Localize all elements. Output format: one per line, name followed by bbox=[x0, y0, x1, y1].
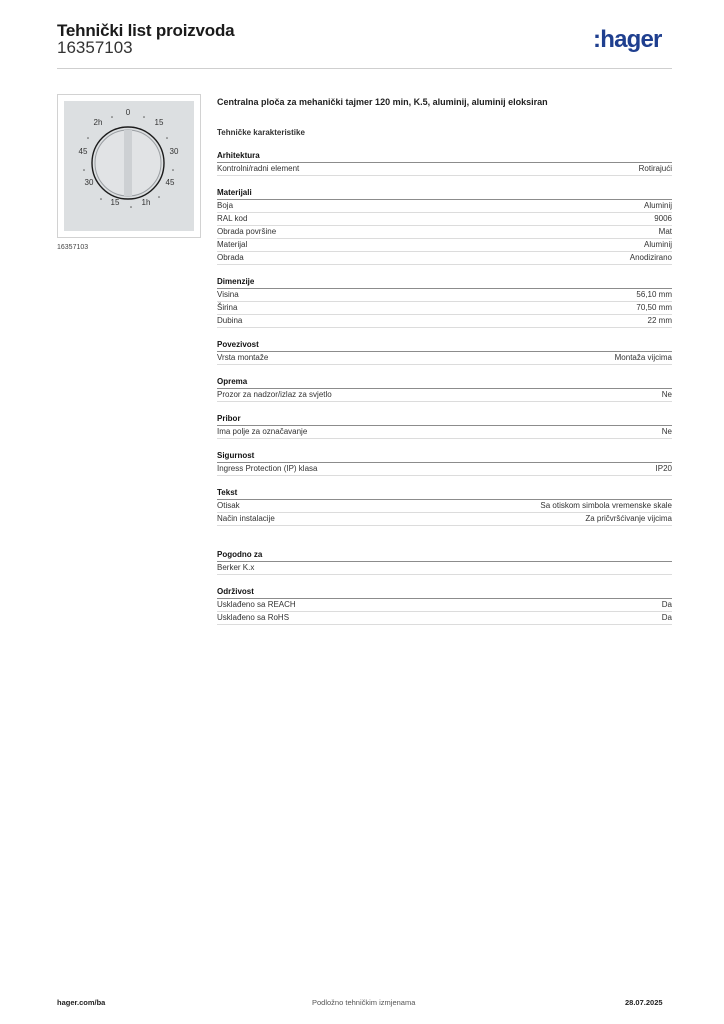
spec-value: Za pričvršćivanje vijcima bbox=[585, 514, 672, 523]
brand-logo[interactable] bbox=[593, 26, 662, 54]
spec-row bbox=[217, 200, 672, 213]
dial-label: 15 bbox=[110, 198, 120, 207]
spec-row bbox=[217, 252, 672, 265]
group-pribor bbox=[217, 413, 672, 439]
dial-label: 45 bbox=[165, 178, 175, 187]
group-title: Oprema bbox=[217, 376, 672, 389]
spec-value: IP20 bbox=[655, 464, 672, 473]
group-sigurnost bbox=[217, 450, 672, 476]
spec-label: Dubina bbox=[217, 316, 243, 325]
group-title: Tekst bbox=[217, 487, 672, 500]
group-title: Dimenzije bbox=[217, 276, 672, 289]
spec-row bbox=[217, 315, 672, 328]
spec-row bbox=[217, 226, 672, 239]
spec-label: Način instalacije bbox=[217, 514, 275, 523]
spec-label: Obrada bbox=[217, 253, 244, 262]
spec-value: Montaža vijcima bbox=[614, 353, 672, 362]
spec-value: Aluminij bbox=[643, 240, 672, 249]
spec-value: 9006 bbox=[654, 214, 672, 223]
spec-value: 22 mm bbox=[647, 316, 672, 325]
dial-label: 30 bbox=[169, 147, 179, 156]
spec-value: Ne bbox=[661, 427, 672, 436]
group-povezivost bbox=[217, 339, 672, 365]
logo-text: hager bbox=[600, 26, 662, 53]
section-heading: Tehničke karakteristike bbox=[217, 128, 305, 137]
footer-website-link[interactable]: hager.com/ba bbox=[57, 998, 106, 1007]
header-divider bbox=[57, 68, 672, 69]
cover-plate bbox=[64, 101, 194, 231]
spec-row bbox=[217, 289, 672, 302]
spec-label: Obrada površine bbox=[217, 227, 277, 236]
spec-label: Kontrolni/radni element bbox=[217, 164, 300, 173]
document-title: Tehnički list proizvoda bbox=[57, 21, 235, 40]
footer-date: 28.07.2025 bbox=[625, 998, 663, 1007]
group-dimenzije bbox=[217, 276, 672, 328]
spec-label: Ima polje za označavanje bbox=[217, 427, 308, 436]
spec-value: Rotirajući bbox=[638, 164, 672, 173]
group-title: Sigurnost bbox=[217, 450, 672, 463]
spec-row bbox=[217, 239, 672, 252]
spec-label: Otisak bbox=[217, 501, 240, 510]
logo-mark: : bbox=[593, 26, 601, 53]
group-title: Pribor bbox=[217, 413, 672, 426]
spec-row bbox=[217, 612, 672, 625]
spec-label: Boja bbox=[217, 201, 234, 210]
group-title: Pogodno za bbox=[217, 549, 672, 562]
spec-row bbox=[217, 599, 672, 612]
spec-label: Prozor za nadzor/izlaz za svjetlo bbox=[217, 390, 332, 399]
spec-row bbox=[217, 213, 672, 226]
spec-value: 70,50 mm bbox=[636, 303, 672, 312]
spec-label: Ingress Protection (IP) klasa bbox=[217, 464, 318, 473]
spec-label: Vrsta montaže bbox=[217, 353, 269, 362]
group-title: Materijali bbox=[217, 187, 672, 200]
spec-value: Da bbox=[661, 613, 672, 622]
footer-notice: Podložno tehničkim izmjenama bbox=[312, 998, 416, 1007]
spec-value: Sa otiskom simbola vremenske skale bbox=[540, 501, 672, 510]
group-tekst bbox=[217, 487, 672, 526]
group-title: Održivost bbox=[217, 586, 672, 599]
spec-value: Ne bbox=[661, 390, 672, 399]
group-odrzivost bbox=[217, 586, 672, 625]
spec-row bbox=[217, 463, 672, 476]
spec-row bbox=[217, 352, 672, 365]
spec-value: Anodizirano bbox=[629, 253, 672, 262]
group-pogodno-za bbox=[217, 549, 672, 575]
spec-row bbox=[217, 389, 672, 402]
spec-label: Usklađeno sa REACH bbox=[217, 600, 296, 609]
product-image bbox=[57, 94, 201, 238]
dial-label: 1h bbox=[141, 198, 151, 207]
group-oprema bbox=[217, 376, 672, 402]
dial-label: 0 bbox=[125, 108, 131, 117]
spec-row bbox=[217, 426, 672, 439]
datasheet-body bbox=[217, 95, 672, 625]
image-caption: 16357103 bbox=[57, 244, 89, 251]
dial-label: 45 bbox=[78, 147, 88, 156]
dial-label: 15 bbox=[154, 118, 164, 127]
spec-value: 56,10 mm bbox=[636, 290, 672, 299]
spec-label: RAL kod bbox=[217, 214, 248, 223]
spec-value: Mat bbox=[658, 227, 672, 236]
spec-label: Visina bbox=[217, 290, 239, 299]
spec-row bbox=[217, 163, 672, 176]
group-title: Arhitektura bbox=[217, 150, 672, 163]
dial-label: 30 bbox=[84, 178, 94, 187]
spec-row bbox=[217, 302, 672, 315]
dial-label: 2h bbox=[93, 118, 103, 127]
product-code: 16357103 bbox=[57, 38, 133, 57]
timer-dial-graphic bbox=[64, 101, 194, 231]
spec-label: Berker K.x bbox=[217, 563, 255, 572]
spec-row bbox=[217, 500, 672, 513]
spec-label: Usklađeno sa RoHS bbox=[217, 613, 290, 622]
spec-label: Širina bbox=[217, 303, 238, 312]
spec-row bbox=[217, 513, 672, 526]
group-materijali bbox=[217, 187, 672, 265]
product-description: Centralna ploča za mehanički tajmer 120 min, K.5, aluminij, aluminij eloksiran bbox=[217, 97, 548, 107]
spec-row bbox=[217, 562, 672, 575]
knob-grip bbox=[124, 130, 132, 196]
group-title: Povezivost bbox=[217, 339, 672, 352]
group-arhitektura bbox=[217, 150, 672, 176]
spec-label: Materijal bbox=[217, 240, 248, 249]
spec-value: Da bbox=[661, 600, 672, 609]
spec-value: Aluminij bbox=[643, 201, 672, 210]
